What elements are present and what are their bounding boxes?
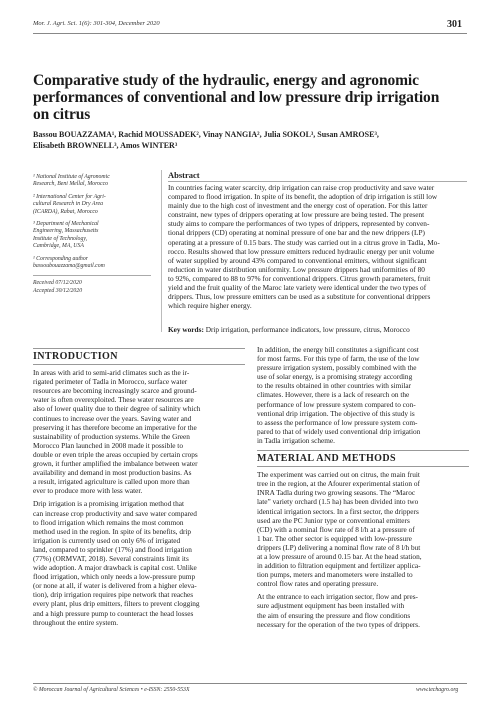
affiliation-line: ¹ National Institute of Agronomic: [33, 174, 110, 180]
body-line: to assess the performance of low pressure system com-: [257, 417, 418, 427]
keywords-list: Drip irrigation, performance indicators, low pressure, citrus, Morocco: [205, 325, 410, 334]
affiliation-line: Engineering, Massachusetts: [33, 228, 99, 235]
introduction-continued: [257, 345, 469, 445]
corresponding-author: [33, 256, 157, 271]
introduction-line: availability and demand in most production basins. As: [33, 468, 192, 478]
introduction-line: preserving it has therefore become an imperative for the: [33, 422, 197, 432]
body-line: in Tadla irrigation scheme.: [257, 435, 335, 445]
introduction-line: (or none at all, if water is delivered from a higher eleva-: [33, 581, 197, 591]
methods-line: in addition to filtration equipment and fertilizer applica-: [257, 561, 421, 571]
introduction-line: method used in the region. In spite of its benefits, drip: [33, 526, 192, 536]
body-line: In addition, the energy bill constitutes a significant cost: [257, 345, 419, 354]
abstract-body: [168, 183, 468, 310]
methods-line: used are the PC Junior type or conventional emitters: [257, 515, 410, 525]
methods-line: at a low pressure of around 0.15 bar. At the head station,: [257, 551, 422, 561]
received-date: Received 07/12/2020: [33, 280, 82, 287]
body-line: use of solar energy, is a promising strategy according: [257, 372, 413, 382]
abstract-line: of water supplied by around 43% compared to conventional emitters, without significant: [168, 255, 427, 265]
body-line: climates. However, there is a lack of research on the: [257, 390, 410, 400]
author-line: Bassou BOUAZZAMA¹, Rachid MOUSSADEK², Vinay NANGIA², Julia SOKOL³, Susan AMROSE³,: [33, 130, 379, 139]
article-title: [33, 72, 453, 123]
section-divider: [257, 450, 469, 451]
affiliation-line: Institute of Technology,: [33, 235, 88, 242]
methods-line: At the entrance to each irrigation sector, flow and pres-: [257, 592, 418, 602]
methods-line: control flow rates and operating pressure.: [257, 579, 379, 589]
body-line: to the results obtained in other countries with similar: [257, 381, 412, 391]
section-divider: [33, 364, 245, 365]
affiliation-line: ³ Department of Mechanical: [33, 221, 99, 228]
introduction-line: throughout the entire system.: [33, 617, 119, 627]
introduction-line: water is often overexploited. These water resources are: [33, 395, 194, 405]
introduction-line: double or even triple the areas occupied by certain crops: [33, 449, 198, 459]
right-column: [257, 345, 469, 629]
abstract-divider: [168, 181, 467, 182]
methods-line: 1 bar. The other sector is equipped with low-pressure: [257, 533, 412, 543]
introduction-line: tion), drip irrigation requires pipe network that reaches: [33, 590, 194, 600]
abstract-line: yield and the fruit quality of the Maroc late variety were identical under the two types of: [168, 283, 427, 293]
affiliation-line: (ICARDA), Rabat, Morocco: [33, 208, 98, 215]
introduction-line: continues to increase over the years. Saving water and: [33, 413, 192, 423]
body-line: performance of low pressure system compared to con-: [257, 399, 416, 409]
keywords: [168, 325, 468, 334]
introduction-line: grown, it further amplified the imbalance between water: [33, 459, 198, 469]
body-line: pressure irrigation system, possibly combined with the: [257, 363, 417, 373]
body-line: for most farms. For this type of farm, the use of the low: [257, 354, 420, 364]
affiliation-line: cultural Research in Dry Area: [33, 201, 103, 208]
methods-line: tree in the region, at the Afourer experimental station of: [257, 479, 420, 489]
sidebar-divider: [33, 275, 151, 276]
abstract-line: study aims to compare the performances of two types of drippers, represented by conven-: [168, 219, 430, 229]
author-line: Elisabeth BROWNELL³, Amos WINTER³: [33, 141, 178, 150]
introduction-line: Morocco Plan launched in 2008 made it possible to: [33, 440, 183, 450]
introduction-line: ever to produce more with less water.: [33, 486, 143, 496]
abstract-line: mainly due to the high cost of investment and the energy cost of operation. For this latter: [168, 201, 428, 211]
affiliation-line: ¹ Corresponding author: [33, 255, 88, 262]
accepted-date: Accepted 30/12/2020: [33, 287, 83, 294]
introduction-line: flood irrigation, which only needs a low-pressure pump: [33, 572, 196, 582]
introduction-line: sustainability of production systems. While the Green: [33, 431, 190, 441]
introduction-line: a result, irrigated agriculture is called upon more than: [33, 477, 190, 487]
body-line: pared to that of widely used conventional drip irrigation: [257, 426, 421, 436]
introduction-line: can increase crop productivity and save water compared: [33, 508, 197, 518]
introduction-column: [33, 351, 245, 627]
title-line: performances of conventional and low pressure drip irrigation: [33, 89, 440, 106]
methods-line: the aim of ensuring the pressure and flow conditions: [257, 610, 411, 620]
methods-line: identical irrigation sectors. In a first sector, the drippers: [257, 506, 419, 516]
introduction-line: In areas with arid to semi-arid climates such as the ir-: [33, 368, 190, 378]
section-divider: [257, 466, 469, 467]
introduction-line: wide adoption. A major drawback is capital cost. Unlike: [33, 563, 197, 573]
title-line: Comparative study of the hydraulic, energy and agronomic: [33, 72, 419, 89]
introduction-line: every plant, plus drip emitters, filters to prevent clogging: [33, 599, 200, 609]
methods-line: sure adjustment equipment has been installed with: [257, 601, 405, 611]
abstract-line: In countries facing water scarcity, drip irrigation can raise crop productivity and save water: [168, 183, 435, 192]
introduction-line: resources are becoming increasingly scarce and ground-: [33, 386, 197, 396]
introduction-body: [33, 368, 245, 627]
methods-body: [257, 470, 469, 629]
introduction-line: and a high pressure pump to counteract the head losses: [33, 608, 194, 618]
affiliation-3: [33, 221, 157, 251]
methods-line: drippers (LP) delivering a nominal flow rate of 8 l/h but: [257, 542, 421, 552]
introduction-line: also of lower quality due to their degree of salinity which: [33, 404, 201, 414]
footer-website[interactable]: www.techagro.org: [416, 687, 459, 693]
affiliation-line: Cambridge, MA, USA: [33, 243, 84, 250]
header-divider: [33, 33, 467, 34]
methods-line: late” variety orchard (1.5 ha) has been divided into two: [257, 497, 419, 507]
abstract-line: reduction in water distribution uniformity. Low pressure drippers had uniformities of 80: [168, 264, 425, 274]
abstract-line: constraint, new types of drippers operating at low pressure are being tested. The present: [168, 210, 425, 220]
introduction-line: land, compared to sprinkler (17%) and flood irrigation: [33, 544, 192, 554]
abstract-line: operating at a pressure of 0.15 bars. The study was carried out in a citrus grove in Tadla, Mo-: [168, 237, 440, 247]
affiliation-1: [33, 174, 157, 189]
introduction-line: irrigation is currently used on only 6% of irrigated: [33, 535, 181, 545]
abstract-line: compared to flood irrigation. In spite of its benefit, the adoption of drip irrigation is still low: [168, 192, 438, 202]
introduction-line: rigated perimeter of Tadla in Morocco, surface water: [33, 377, 188, 387]
affiliation-line: Research, Beni Mellal, Morocco: [33, 181, 109, 188]
methods-line: (CD) with a nominal flow rate of 8 l/h at a pressure of: [257, 524, 415, 534]
methods-heading: MATERIAL AND METHODS: [257, 453, 396, 465]
journal-citation: Mor. J. Agri. Sci. 1(6): 301-304, December 2020: [33, 20, 160, 27]
methods-line: INRA Tadla during two growing seasons. The “Maroc: [257, 488, 416, 498]
affiliation-2: [33, 194, 157, 216]
abstract-heading: Abstract: [168, 170, 200, 180]
abstract-line: rocco. Results showed that low pressure emitters reduced hydraulic energy per unit volume: [168, 246, 435, 256]
introduction-line: Drip irrigation is a promising irrigation method that: [33, 499, 184, 509]
title-line: on citrus: [33, 106, 91, 123]
abstract-line: tional drippers (CD) operating at nominal pressure of one bar and the new drippers (LP): [168, 228, 425, 238]
corresponding-email[interactable]: bassoubouazzama@gmail.com: [33, 263, 105, 270]
affiliation-line: ² International Center for Agri-: [33, 193, 106, 200]
author-list: [33, 129, 463, 151]
abstract-line: which require higher energy.: [168, 301, 252, 311]
abstract-line: to 92%, compared to 88 to 97% for conventional drippers. Citrus growth parameters, fruit: [168, 273, 431, 283]
sidebar-vertical-divider: [161, 170, 162, 332]
keywords-label: Key words:: [168, 325, 204, 334]
body-line: ventional drip irrigation. The objective of this study is: [257, 408, 415, 418]
methods-line: tion pumps, meters and manometers were installed to: [257, 570, 413, 580]
page-number: 301: [447, 19, 462, 30]
footer-copyright: © Moroccan Journal of Agricultural Sciences • e-ISSN: 2550-553X: [33, 687, 190, 693]
abstract-line: drippers. Thus, low pressure emitters can be used as a substitute for conventional drippers: [168, 292, 431, 302]
methods-line: necessary for the operation of the two types of drippers.: [257, 619, 420, 629]
section-divider: [33, 348, 245, 349]
footer-divider: [33, 683, 467, 684]
methods-line: The experiment was carried out on citrus, the main fruit: [257, 470, 420, 480]
introduction-line: (77%) (ORMVAT, 2018). Several constraints limit its: [33, 553, 189, 563]
affiliations-sidebar: [33, 174, 157, 295]
introduction-heading: INTRODUCTION: [33, 351, 118, 362]
introduction-line: to flood irrigation which remains the most common: [33, 517, 184, 527]
